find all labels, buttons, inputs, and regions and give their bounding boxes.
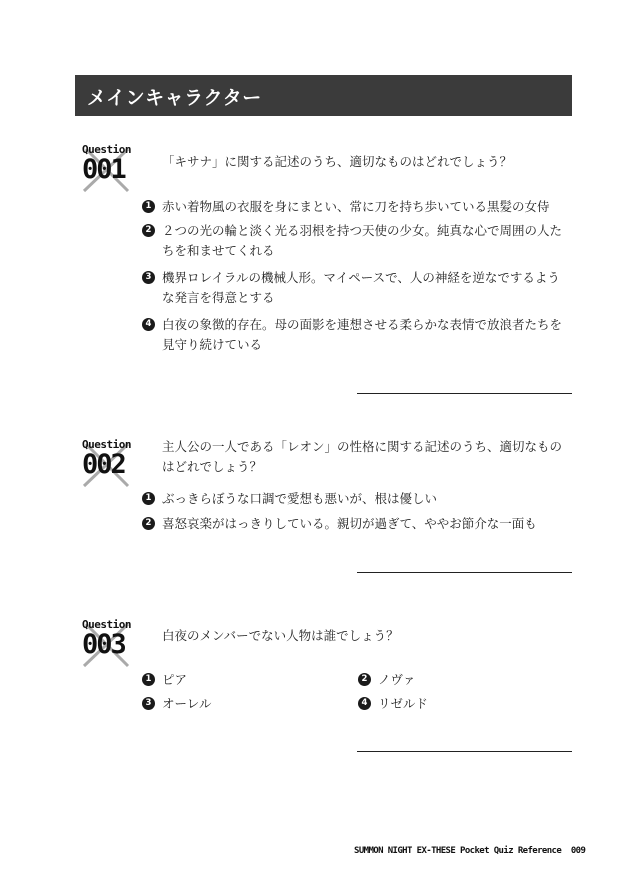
option-number: 2 [358,673,371,686]
section-header [75,75,572,116]
question-badge: Question 001 [80,143,136,195]
option-number: 3 [142,271,155,284]
option-number: 2 [142,517,155,530]
option-number: 4 [358,697,371,710]
answer-line [357,572,572,573]
option: 2 ２つの光の輪と淡く光る羽根を持つ天使の少女。純真な心で周囲の人たちを和ませてくれる [142,221,572,263]
option-number: 4 [142,318,155,331]
question-text: 主人公の一人である「レオン」の性格に関する記述のうち、適切なものはどれでしょう？ [162,439,563,474]
option-number: 3 [142,697,155,710]
answer-line [357,393,572,394]
option: 3 機界ロレイラルの機械人形。マイペースで、人の神経を逆なでするような発言を得意とする [142,268,572,310]
page-footer [354,846,585,856]
page-number: 009 [570,846,586,856]
question-badge: Question 003 [80,618,136,670]
option-number: 1 [142,492,155,505]
section-title: メインキャラクター [87,87,262,109]
option-number: 1 [142,673,155,686]
option-number: 1 [142,200,155,213]
answer-line [357,751,572,752]
footer-title: SUMMON NIGHT EX-THESE Pocket Quiz Reference [354,846,562,856]
question-text: 白夜のメンバーでない人物は誰でしょう？ [162,628,399,643]
option: 4 白夜の象徴的存在。母の面影を連想させる柔らかな表情で放浪者たちを見守り続けている [142,315,572,357]
question-text: 「キサナ」に関する記述のうち、適切なものはどれでしょう？ [162,154,513,169]
option-number: 2 [142,224,155,237]
question-badge: Question 002 [80,438,136,490]
